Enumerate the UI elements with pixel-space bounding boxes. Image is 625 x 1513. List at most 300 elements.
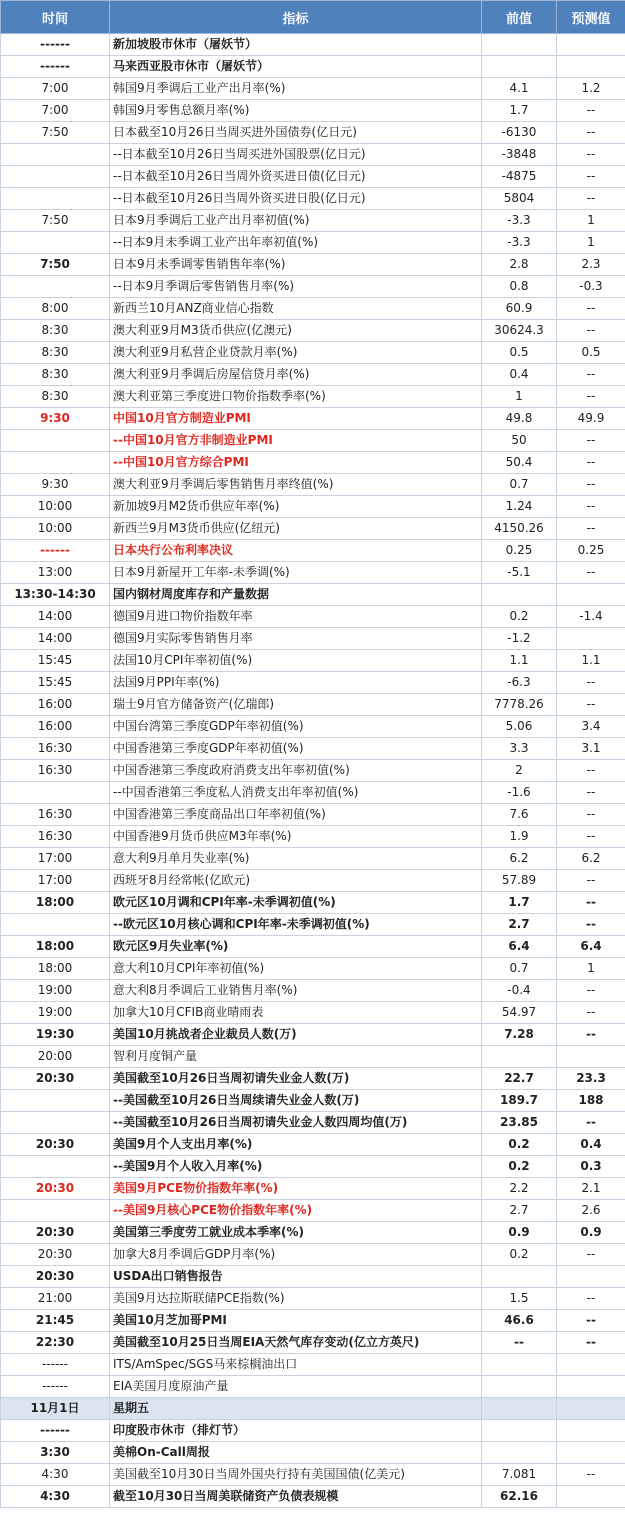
indicator-cell: 日本央行公布利率决议 [110, 540, 482, 562]
time-cell: 16:30 [1, 826, 110, 848]
forecast-value-cell: -- [557, 474, 625, 496]
table-row [1, 1420, 625, 1442]
forecast-value-cell: 1 [557, 232, 625, 254]
forecast-value-cell: -- [557, 1464, 625, 1486]
forecast-value-cell [557, 1442, 625, 1464]
table-row [1, 1398, 625, 1420]
table-row [1, 760, 625, 782]
time-cell: 16:30 [1, 760, 110, 782]
time-cell: 8:30 [1, 342, 110, 364]
forecast-value-cell: -1.4 [557, 606, 625, 628]
previous-value-cell: 1 [482, 386, 557, 408]
previous-value-cell [482, 1398, 557, 1420]
table-row [1, 342, 625, 364]
previous-value-cell: 30624.3 [482, 320, 557, 342]
time-cell: 20:30 [1, 1134, 110, 1156]
previous-value-cell: 50.4 [482, 452, 557, 474]
table-row [1, 298, 625, 320]
indicator-cell: 意大利8月季调后工业销售月率(%) [110, 980, 482, 1002]
previous-value-cell: 2.2 [482, 1178, 557, 1200]
time-cell: 3:30 [1, 1442, 110, 1464]
time-cell: 16:30 [1, 738, 110, 760]
table-row [1, 1024, 625, 1046]
indicator-cell: --美国截至10月26日当周续请失业金人数(万) [110, 1090, 482, 1112]
table-row [1, 1046, 625, 1068]
forecast-value-cell: -- [557, 694, 625, 716]
indicator-cell: 日本9月未季调零售销售年率(%) [110, 254, 482, 276]
time-cell [1, 1090, 110, 1112]
time-cell: 17:00 [1, 848, 110, 870]
forecast-value-cell: 0.9 [557, 1222, 625, 1244]
table-row [1, 1310, 625, 1332]
table-row [1, 276, 625, 298]
table-row [1, 1178, 625, 1200]
time-cell: 18:00 [1, 936, 110, 958]
forecast-value-cell [557, 1376, 625, 1398]
forecast-value-cell: -- [557, 1024, 625, 1046]
table-row [1, 1002, 625, 1024]
table-row [1, 826, 625, 848]
time-cell: 16:30 [1, 804, 110, 826]
time-cell: 7:50 [1, 210, 110, 232]
previous-value-cell: 0.8 [482, 276, 557, 298]
table-row [1, 584, 625, 606]
table-row [1, 232, 625, 254]
indicator-cell: 智利月度铜产量 [110, 1046, 482, 1068]
header-time: 时间 [1, 1, 110, 34]
table-row [1, 320, 625, 342]
previous-value-cell: 4.1 [482, 78, 557, 100]
table-row [1, 496, 625, 518]
forecast-value-cell: -- [557, 518, 625, 540]
table-row [1, 100, 625, 122]
indicator-cell: 美国9月个人支出月率(%) [110, 1134, 482, 1156]
time-cell [1, 430, 110, 452]
indicator-cell: 澳大利亚9月私营企业贷款月率(%) [110, 342, 482, 364]
previous-value-cell: -6130 [482, 122, 557, 144]
previous-value-cell: 1.7 [482, 892, 557, 914]
table-row [1, 386, 625, 408]
forecast-value-cell: -0.3 [557, 276, 625, 298]
table-row [1, 430, 625, 452]
time-cell [1, 1112, 110, 1134]
table-row [1, 628, 625, 650]
previous-value-cell: -3.3 [482, 210, 557, 232]
time-cell: 13:00 [1, 562, 110, 584]
time-cell [1, 166, 110, 188]
indicator-cell: 中国香港第三季度商品出口年率初值(%) [110, 804, 482, 826]
indicator-cell: 马来西亚股市休市（屠妖节） [110, 56, 482, 78]
table-row [1, 1112, 625, 1134]
forecast-value-cell: 2.6 [557, 1200, 625, 1222]
indicator-cell: 中国香港9月货币供应M3年率(%) [110, 826, 482, 848]
previous-value-cell: 49.8 [482, 408, 557, 430]
indicator-cell: --中国10月官方非制造业PMI [110, 430, 482, 452]
table-row [1, 606, 625, 628]
forecast-value-cell: -- [557, 1244, 625, 1266]
previous-value-cell [482, 1354, 557, 1376]
indicator-cell: 美国10月挑战者企业裁员人数(万) [110, 1024, 482, 1046]
table-row [1, 958, 625, 980]
indicator-cell: 西班牙8月经常帐(亿欧元) [110, 870, 482, 892]
forecast-value-cell [557, 56, 625, 78]
previous-value-cell: 0.5 [482, 342, 557, 364]
previous-value-cell: 1.7 [482, 100, 557, 122]
forecast-value-cell [557, 1420, 625, 1442]
table-row [1, 936, 625, 958]
indicator-cell: 欧元区10月调和CPI年率-未季调初值(%) [110, 892, 482, 914]
forecast-value-cell: -- [557, 782, 625, 804]
time-cell [1, 1200, 110, 1222]
table-row [1, 408, 625, 430]
indicator-cell: 中国香港第三季度政府消费支出年率初值(%) [110, 760, 482, 782]
previous-value-cell [482, 1442, 557, 1464]
indicator-cell: 意大利10月CPI年率初值(%) [110, 958, 482, 980]
previous-value-cell: -1.2 [482, 628, 557, 650]
previous-value-cell: 5804 [482, 188, 557, 210]
indicator-cell: 中国香港第三季度GDP年率初值(%) [110, 738, 482, 760]
time-cell [1, 144, 110, 166]
indicator-cell: --日本9月季调后零售销售月率(%) [110, 276, 482, 298]
indicator-cell: ITS/AmSpec/SGS马来棕榈油出口 [110, 1354, 482, 1376]
table-row [1, 914, 625, 936]
table-row [1, 56, 625, 78]
table-row [1, 1244, 625, 1266]
table-row [1, 1156, 625, 1178]
previous-value-cell: 0.2 [482, 1156, 557, 1178]
forecast-value-cell: -- [557, 804, 625, 826]
previous-value-cell: 2 [482, 760, 557, 782]
previous-value-cell: -- [482, 1332, 557, 1354]
previous-value-cell: 2.7 [482, 914, 557, 936]
header-previous: 前值 [482, 1, 557, 34]
previous-value-cell [482, 34, 557, 56]
indicator-cell: USDA出口销售报告 [110, 1266, 482, 1288]
indicator-cell: 澳大利亚9月M3货币供应(亿澳元) [110, 320, 482, 342]
forecast-value-cell: 2.1 [557, 1178, 625, 1200]
time-cell: ------ [1, 1376, 110, 1398]
forecast-value-cell: -- [557, 122, 625, 144]
table-row [1, 1376, 625, 1398]
previous-value-cell: 62.16 [482, 1486, 557, 1508]
forecast-value-cell: 3.4 [557, 716, 625, 738]
table-row [1, 1288, 625, 1310]
time-cell [1, 188, 110, 210]
time-cell: 4:30 [1, 1464, 110, 1486]
time-cell: 10:00 [1, 518, 110, 540]
time-cell [1, 232, 110, 254]
indicator-cell: 法国9月PPI年率(%) [110, 672, 482, 694]
indicator-cell: 澳大利亚第三季度进口物价指数季率(%) [110, 386, 482, 408]
forecast-value-cell: -- [557, 100, 625, 122]
indicator-cell: 韩国9月季调后工业产出月率(%) [110, 78, 482, 100]
time-cell [1, 914, 110, 936]
indicator-cell: 美国截至10月30日当周外国央行持有美国国债(亿美元) [110, 1464, 482, 1486]
forecast-value-cell: 49.9 [557, 408, 625, 430]
indicator-cell: 美国9月PCE物价指数年率(%) [110, 1178, 482, 1200]
indicator-cell: --日本截至10月26日当周外资买进日股(亿日元) [110, 188, 482, 210]
previous-value-cell: 0.2 [482, 606, 557, 628]
forecast-value-cell: -- [557, 1002, 625, 1024]
forecast-value-cell: -- [557, 188, 625, 210]
time-cell [1, 782, 110, 804]
previous-value-cell: -1.6 [482, 782, 557, 804]
forecast-value-cell: -- [557, 496, 625, 518]
indicator-cell: 美国第三季度劳工就业成本季率(%) [110, 1222, 482, 1244]
time-cell: 20:00 [1, 1046, 110, 1068]
indicator-cell: --日本9月未季调工业产出年率初值(%) [110, 232, 482, 254]
table-row [1, 562, 625, 584]
forecast-value-cell: -- [557, 1288, 625, 1310]
time-cell: 22:30 [1, 1332, 110, 1354]
time-cell: 9:30 [1, 474, 110, 496]
table-row [1, 650, 625, 672]
time-cell: 8:30 [1, 386, 110, 408]
table-row [1, 1134, 625, 1156]
previous-value-cell [482, 1046, 557, 1068]
table-row [1, 716, 625, 738]
time-cell: 20:30 [1, 1266, 110, 1288]
time-cell: 8:00 [1, 298, 110, 320]
forecast-value-cell: -- [557, 914, 625, 936]
previous-value-cell: 6.4 [482, 936, 557, 958]
indicator-cell: 德国9月实际零售销售月率 [110, 628, 482, 650]
previous-value-cell [482, 1376, 557, 1398]
forecast-value-cell [557, 1486, 625, 1508]
previous-value-cell: 1.24 [482, 496, 557, 518]
table-row [1, 1068, 625, 1090]
previous-value-cell: -5.1 [482, 562, 557, 584]
previous-value-cell: 0.25 [482, 540, 557, 562]
table-row [1, 1222, 625, 1244]
forecast-value-cell: -- [557, 166, 625, 188]
forecast-value-cell: 188 [557, 1090, 625, 1112]
forecast-value-cell: -- [557, 386, 625, 408]
time-cell: ------ [1, 56, 110, 78]
table-row [1, 1486, 625, 1508]
forecast-value-cell: -- [557, 1112, 625, 1134]
time-cell: 14:00 [1, 606, 110, 628]
time-cell: 13:30-14:30 [1, 584, 110, 606]
previous-value-cell: 0.7 [482, 474, 557, 496]
indicator-cell: 澳大利亚9月季调后零售销售月率终值(%) [110, 474, 482, 496]
previous-value-cell: 22.7 [482, 1068, 557, 1090]
forecast-value-cell: 1 [557, 958, 625, 980]
previous-value-cell: 2.8 [482, 254, 557, 276]
indicator-cell: 澳大利亚9月季调后房屋信贷月率(%) [110, 364, 482, 386]
indicator-cell: 新西兰10月ANZ商业信心指数 [110, 298, 482, 320]
previous-value-cell: 1.9 [482, 826, 557, 848]
previous-value-cell: 0.4 [482, 364, 557, 386]
forecast-value-cell: 1 [557, 210, 625, 232]
previous-value-cell [482, 1420, 557, 1442]
indicator-cell: 印度股市休市（排灯节） [110, 1420, 482, 1442]
previous-value-cell: 60.9 [482, 298, 557, 320]
previous-value-cell [482, 584, 557, 606]
table-row [1, 1464, 625, 1486]
indicator-cell: 美国9月达拉斯联储PCE指数(%) [110, 1288, 482, 1310]
table-row [1, 540, 625, 562]
previous-value-cell: 5.06 [482, 716, 557, 738]
indicator-cell: 日本9月新屋开工年率-未季调(%) [110, 562, 482, 584]
indicator-cell: 截至10月30日当周美联储资产负债表规模 [110, 1486, 482, 1508]
previous-value-cell: 54.97 [482, 1002, 557, 1024]
table-row [1, 782, 625, 804]
forecast-value-cell [557, 1046, 625, 1068]
indicator-cell: 中国台湾第三季度GDP年率初值(%) [110, 716, 482, 738]
forecast-value-cell: -- [557, 430, 625, 452]
indicator-cell: --欧元区10月核心调和CPI年率-未季调初值(%) [110, 914, 482, 936]
header-row [1, 1, 625, 34]
forecast-value-cell: 6.4 [557, 936, 625, 958]
previous-value-cell: 6.2 [482, 848, 557, 870]
time-cell: 8:30 [1, 320, 110, 342]
previous-value-cell: 7.081 [482, 1464, 557, 1486]
forecast-value-cell: 0.3 [557, 1156, 625, 1178]
table-row [1, 210, 625, 232]
indicator-cell: 加拿大10月CFIB商业晴雨表 [110, 1002, 482, 1024]
table-row [1, 892, 625, 914]
time-cell: 21:00 [1, 1288, 110, 1310]
forecast-value-cell: -- [557, 980, 625, 1002]
forecast-value-cell: -- [557, 452, 625, 474]
forecast-value-cell [557, 34, 625, 56]
table-body [1, 34, 625, 1508]
time-cell: 7:00 [1, 100, 110, 122]
time-cell: ------ [1, 34, 110, 56]
time-cell: 9:30 [1, 408, 110, 430]
previous-value-cell: 0.9 [482, 1222, 557, 1244]
time-cell: 20:30 [1, 1178, 110, 1200]
time-cell: 18:00 [1, 892, 110, 914]
time-cell: 7:00 [1, 78, 110, 100]
table-row [1, 738, 625, 760]
table-row [1, 694, 625, 716]
time-cell: ------ [1, 1354, 110, 1376]
time-cell: 4:30 [1, 1486, 110, 1508]
previous-value-cell: 0.2 [482, 1134, 557, 1156]
indicator-cell: 美国10月芝加哥PMI [110, 1310, 482, 1332]
table-row [1, 188, 625, 210]
forecast-value-cell: 23.3 [557, 1068, 625, 1090]
indicator-cell: 日本9月季调后工业产出月率初值(%) [110, 210, 482, 232]
indicator-cell: --美国9月核心PCE物价指数年率(%) [110, 1200, 482, 1222]
header-indicator: 指标 [110, 1, 482, 34]
time-cell: 8:30 [1, 364, 110, 386]
indicator-cell: 德国9月进口物价指数年率 [110, 606, 482, 628]
header-forecast: 预测值 [557, 1, 625, 34]
time-cell: 19:00 [1, 980, 110, 1002]
indicator-cell: 欧元区9月失业率(%) [110, 936, 482, 958]
table-row [1, 474, 625, 496]
forecast-value-cell: -- [557, 672, 625, 694]
table-row [1, 848, 625, 870]
previous-value-cell: -3.3 [482, 232, 557, 254]
time-cell: 20:30 [1, 1222, 110, 1244]
table-row [1, 144, 625, 166]
indicator-cell: 美国截至10月25日当周EIA天然气库存变动(亿立方英尺) [110, 1332, 482, 1354]
time-cell: 21:45 [1, 1310, 110, 1332]
table-row [1, 1090, 625, 1112]
time-cell: ------ [1, 540, 110, 562]
previous-value-cell: 46.6 [482, 1310, 557, 1332]
table-row [1, 1200, 625, 1222]
time-cell: 19:30 [1, 1024, 110, 1046]
previous-value-cell: 23.85 [482, 1112, 557, 1134]
table-row [1, 518, 625, 540]
indicator-cell: 美国截至10月26日当周初请失业金人数(万) [110, 1068, 482, 1090]
time-cell: 19:00 [1, 1002, 110, 1024]
time-cell: ------ [1, 1420, 110, 1442]
previous-value-cell: 4150.26 [482, 518, 557, 540]
table-row [1, 166, 625, 188]
previous-value-cell: 0.2 [482, 1244, 557, 1266]
forecast-value-cell [557, 584, 625, 606]
forecast-value-cell: -- [557, 870, 625, 892]
indicator-cell: --美国截至10月26日当周初请失业金人数四周均值(万) [110, 1112, 482, 1134]
forecast-value-cell: -- [557, 1332, 625, 1354]
time-cell: 16:00 [1, 694, 110, 716]
previous-value-cell: 7.28 [482, 1024, 557, 1046]
time-cell: 18:00 [1, 958, 110, 980]
table-row [1, 1354, 625, 1376]
indicator-cell: 新加坡股市休市（屠妖节） [110, 34, 482, 56]
time-cell: 10:00 [1, 496, 110, 518]
time-cell: 14:00 [1, 628, 110, 650]
previous-value-cell: 0.7 [482, 958, 557, 980]
table-row [1, 254, 625, 276]
table-row [1, 452, 625, 474]
forecast-value-cell: -- [557, 760, 625, 782]
forecast-value-cell: -- [557, 298, 625, 320]
indicator-cell: 新加坡9月M2货币供应年率(%) [110, 496, 482, 518]
forecast-value-cell: -- [557, 364, 625, 386]
table-row [1, 1332, 625, 1354]
forecast-value-cell: 1.1 [557, 650, 625, 672]
indicator-cell: 韩国9月零售总额月率(%) [110, 100, 482, 122]
previous-value-cell: -0.4 [482, 980, 557, 1002]
indicator-cell: --中国香港第三季度私人消费支出年率初值(%) [110, 782, 482, 804]
forecast-value-cell: 2.3 [557, 254, 625, 276]
time-cell [1, 452, 110, 474]
table-row [1, 364, 625, 386]
previous-value-cell: 3.3 [482, 738, 557, 760]
forecast-value-cell: -- [557, 320, 625, 342]
forecast-value-cell: -- [557, 562, 625, 584]
indicator-cell: 加拿大8月季调后GDP月率(%) [110, 1244, 482, 1266]
indicator-cell: --美国9月个人收入月率(%) [110, 1156, 482, 1178]
table-row [1, 122, 625, 144]
previous-value-cell: 189.7 [482, 1090, 557, 1112]
forecast-value-cell [557, 1266, 625, 1288]
table-row [1, 1266, 625, 1288]
indicator-cell: 美棉On-Call周报 [110, 1442, 482, 1464]
previous-value-cell: 1.1 [482, 650, 557, 672]
previous-value-cell: 2.7 [482, 1200, 557, 1222]
forecast-value-cell: 3.1 [557, 738, 625, 760]
indicator-cell: --日本截至10月26日当周外资买进日债(亿日元) [110, 166, 482, 188]
table-row [1, 870, 625, 892]
indicator-cell: --日本截至10月26日当周买进外国股票(亿日元) [110, 144, 482, 166]
forecast-value-cell [557, 1354, 625, 1376]
time-cell: 20:30 [1, 1068, 110, 1090]
previous-value-cell: 1.5 [482, 1288, 557, 1310]
time-cell: 20:30 [1, 1244, 110, 1266]
indicator-cell: 新西兰9月M3货币供应(亿纽元) [110, 518, 482, 540]
forecast-value-cell: 0.25 [557, 540, 625, 562]
indicator-cell: EIA美国月度原油产量 [110, 1376, 482, 1398]
time-cell: 7:50 [1, 122, 110, 144]
